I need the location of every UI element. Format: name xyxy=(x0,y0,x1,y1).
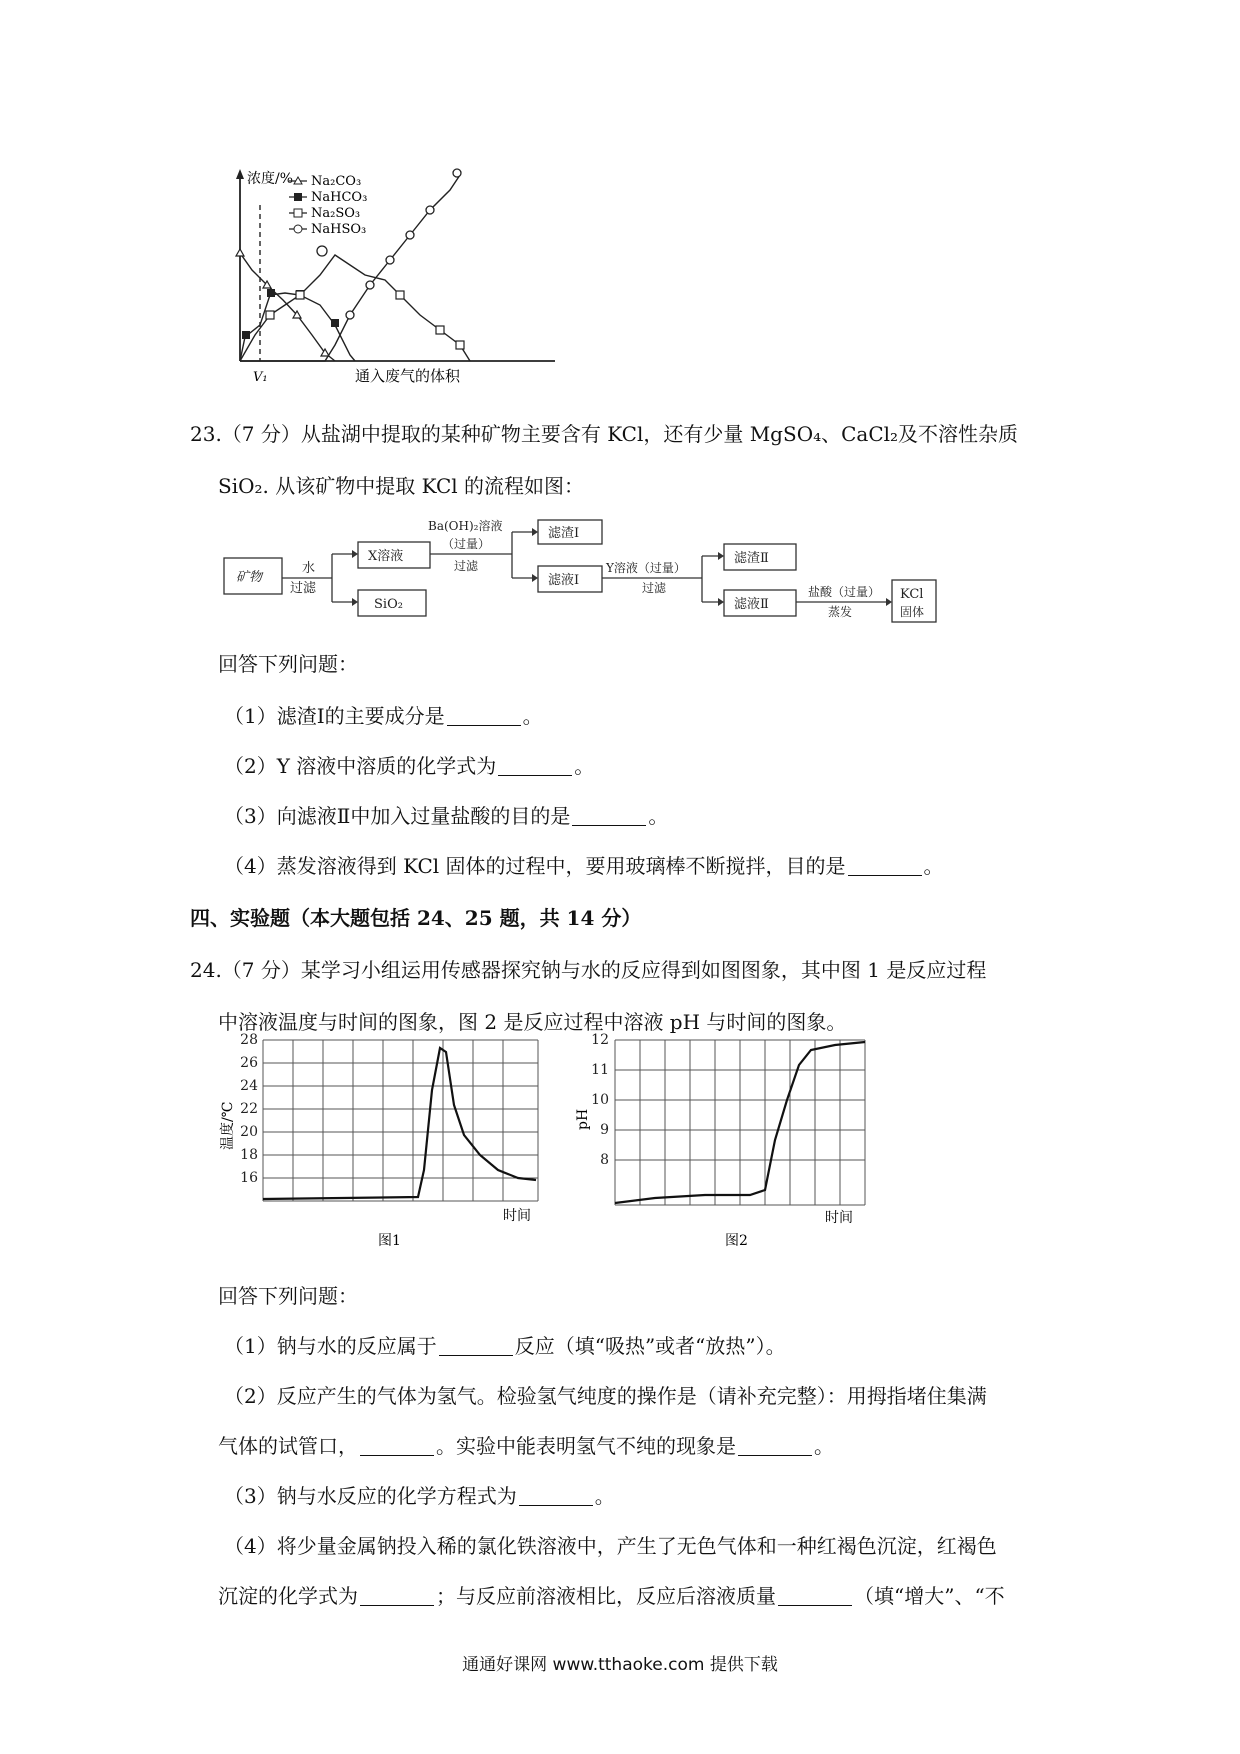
flow-kcl-solid: 固体 xyxy=(900,605,925,619)
q24-part4-line2 xyxy=(218,1582,1005,1610)
temp-xlabel: 时间 xyxy=(503,1208,531,1224)
q23-part2 xyxy=(224,752,594,780)
q23-part3-end: 。 xyxy=(648,804,669,828)
legend-nahso3: NaHSO₃ xyxy=(311,222,367,237)
answer-blank[interactable] xyxy=(778,1585,852,1606)
flow-filter: 过滤 xyxy=(290,581,317,596)
flow-water: 水 xyxy=(302,561,316,576)
chart-xlabel: 通入废气的体积 xyxy=(355,367,461,385)
section-heading: 四、实验题（本大题包括 24、25 题，共 14 分） xyxy=(190,906,642,930)
ph-caption: 图2 xyxy=(725,1233,748,1249)
legend-nahco3: NaHCO₃ xyxy=(311,190,368,205)
q23-flowchart xyxy=(222,516,942,626)
q23-part4-text: （4）蒸发溶液得到 KCl 固体的过程中，要用玻璃棒不断搅拌，目的是 xyxy=(224,854,846,878)
flow-x-solution: X溶液 xyxy=(368,549,404,564)
temp-ylabel: 温度/℃ xyxy=(220,1101,236,1150)
answer-blank[interactable] xyxy=(572,805,646,826)
q24-part3 xyxy=(224,1482,615,1510)
temp-tick: 20 xyxy=(240,1124,258,1140)
flow-filtrate2: 滤液Ⅱ xyxy=(734,597,769,612)
temperature-curve xyxy=(263,1048,536,1199)
flow-hcl-label: 盐酸（过量） xyxy=(808,585,881,599)
temp-tick: 22 xyxy=(240,1101,258,1117)
temp-tick: 18 xyxy=(240,1147,258,1163)
q23-part4 xyxy=(224,852,944,880)
temp-tick: 24 xyxy=(240,1078,258,1094)
q23-stem-line2: SiO₂. 从该矿物中提取 KCl 的流程如图： xyxy=(218,474,585,498)
flow-baoh-filter: 过滤 xyxy=(454,559,479,573)
q24-part2-line2 xyxy=(218,1432,834,1460)
flow-filtrate1: 滤液Ⅰ xyxy=(548,573,580,588)
ph-ylabel: pH xyxy=(575,1108,591,1130)
chart-legend xyxy=(289,174,367,237)
answer-blank[interactable] xyxy=(498,755,572,776)
q24-part3-text: （3）钠与水反应的化学方程式为 xyxy=(224,1484,517,1508)
temp-tick: 26 xyxy=(240,1055,258,1071)
q24-part4-end: （填“增大”、“不 xyxy=(854,1584,1005,1608)
q24-part1-end: 反应（填“吸热”或者“放热”）。 xyxy=(514,1334,786,1358)
temp-tick: 28 xyxy=(240,1032,258,1048)
q24-part4-text: 沉淀的化学式为 xyxy=(218,1584,358,1608)
temperature-grid xyxy=(263,1040,538,1201)
chart-v-label: V₁ xyxy=(253,370,268,385)
ph-tick: 10 xyxy=(591,1092,609,1108)
q24-part2-end: 。 xyxy=(814,1434,834,1458)
answer-blank[interactable] xyxy=(519,1485,593,1506)
flow-residue2: 滤渣Ⅱ xyxy=(734,551,769,566)
flow-hcl-evaporate: 蒸发 xyxy=(828,605,853,619)
q24-part2-text: 气体的试管口， xyxy=(218,1434,358,1458)
flow-baoh-label: Ba(OH)₂溶液 xyxy=(428,519,503,533)
q23-part2-end: 。 xyxy=(574,754,595,778)
answer-blank[interactable] xyxy=(360,1585,434,1606)
concentration-chart xyxy=(225,165,595,395)
flow-y-filter: 过滤 xyxy=(642,581,667,595)
q23-part1 xyxy=(224,702,543,730)
flow-y-label: Y溶液（过量） xyxy=(606,561,686,575)
answer-blank[interactable] xyxy=(738,1435,812,1456)
chart-ylabel: 浓度/% xyxy=(247,171,294,187)
q23-part3 xyxy=(224,802,668,830)
page-footer: 通通好课网 www.tthaoke.com 提供下载 xyxy=(462,1655,778,1675)
q23-part1-text: （1）滤渣Ⅰ的主要成分是 xyxy=(224,704,445,728)
q24-part2-text2: 。实验中能表明氢气不纯的现象是 xyxy=(436,1434,736,1458)
flow-kcl: KCl xyxy=(900,587,924,602)
q23-part3-text: （3）向滤液Ⅱ中加入过量盐酸的目的是 xyxy=(224,804,571,828)
legend-na2so3: Na₂SO₃ xyxy=(311,206,361,221)
q24-stem-line1: 24.（7 分）某学习小组运用传感器探究钠与水的反应得到如图图象，其中图 1 是反应过程 xyxy=(190,958,987,982)
answer-blank[interactable] xyxy=(439,1335,513,1356)
temp-tick: 16 xyxy=(240,1170,258,1186)
answer-blank[interactable] xyxy=(447,705,521,726)
q24-part2-line1: （2）反应产生的气体为氢气。检验氢气纯度的操作是（请补充完整）：用拇指堵住集满 xyxy=(224,1384,987,1408)
ph-tick: 8 xyxy=(600,1152,609,1168)
ph-xlabel: 时间 xyxy=(825,1210,853,1226)
q23-stem-line1: 23.（7 分）从盐湖中提取的某种矿物主要含有 KCl，还有少量 MgSO₄、CaCl₂及不溶性杂质 xyxy=(190,422,1019,446)
ph-chart xyxy=(575,1030,875,1260)
q23-part1-end: 。 xyxy=(522,704,543,728)
flow-baoh-excess: （过量） xyxy=(442,537,491,551)
ph-tick: 11 xyxy=(591,1062,609,1078)
answer-blank[interactable] xyxy=(360,1435,434,1456)
ph-tick: 12 xyxy=(591,1032,609,1048)
ph-tick: 9 xyxy=(600,1122,609,1138)
flow-residue1: 滤渣Ⅰ xyxy=(548,526,580,541)
q23-part4-end: 。 xyxy=(923,854,944,878)
q23-answer-prompt: 回答下列问题： xyxy=(218,652,358,676)
ph-grid xyxy=(615,1040,865,1205)
q23-part2-text: （2）Y 溶液中溶质的化学式为 xyxy=(224,754,497,778)
flow-sio2: SiO₂ xyxy=(374,597,403,612)
flow-ore: 矿物 xyxy=(236,570,263,585)
temp-caption: 图1 xyxy=(378,1233,401,1249)
q24-stem-line2: 中溶液温度与时间的图象，图 2 是反应过程中溶液 pH 与时间的图象。 xyxy=(218,1010,847,1034)
answer-blank[interactable] xyxy=(848,855,922,876)
q24-part4-text2: ；与反应前溶液相比，反应后溶液质量 xyxy=(436,1584,776,1608)
temperature-chart xyxy=(218,1030,548,1260)
q24-part1-text: （1）钠与水的反应属于 xyxy=(224,1334,437,1358)
q24-part1 xyxy=(224,1332,786,1360)
q24-part4-line1: （4）将少量金属钠投入稀的氯化铁溶液中，产生了无色气体和一种红褐色沉淀，红褐色 xyxy=(224,1534,997,1558)
q24-part3-end: 。 xyxy=(594,1484,615,1508)
q24-answer-prompt: 回答下列问题： xyxy=(218,1284,358,1308)
legend-na2co3: Na₂CO₃ xyxy=(311,174,362,189)
